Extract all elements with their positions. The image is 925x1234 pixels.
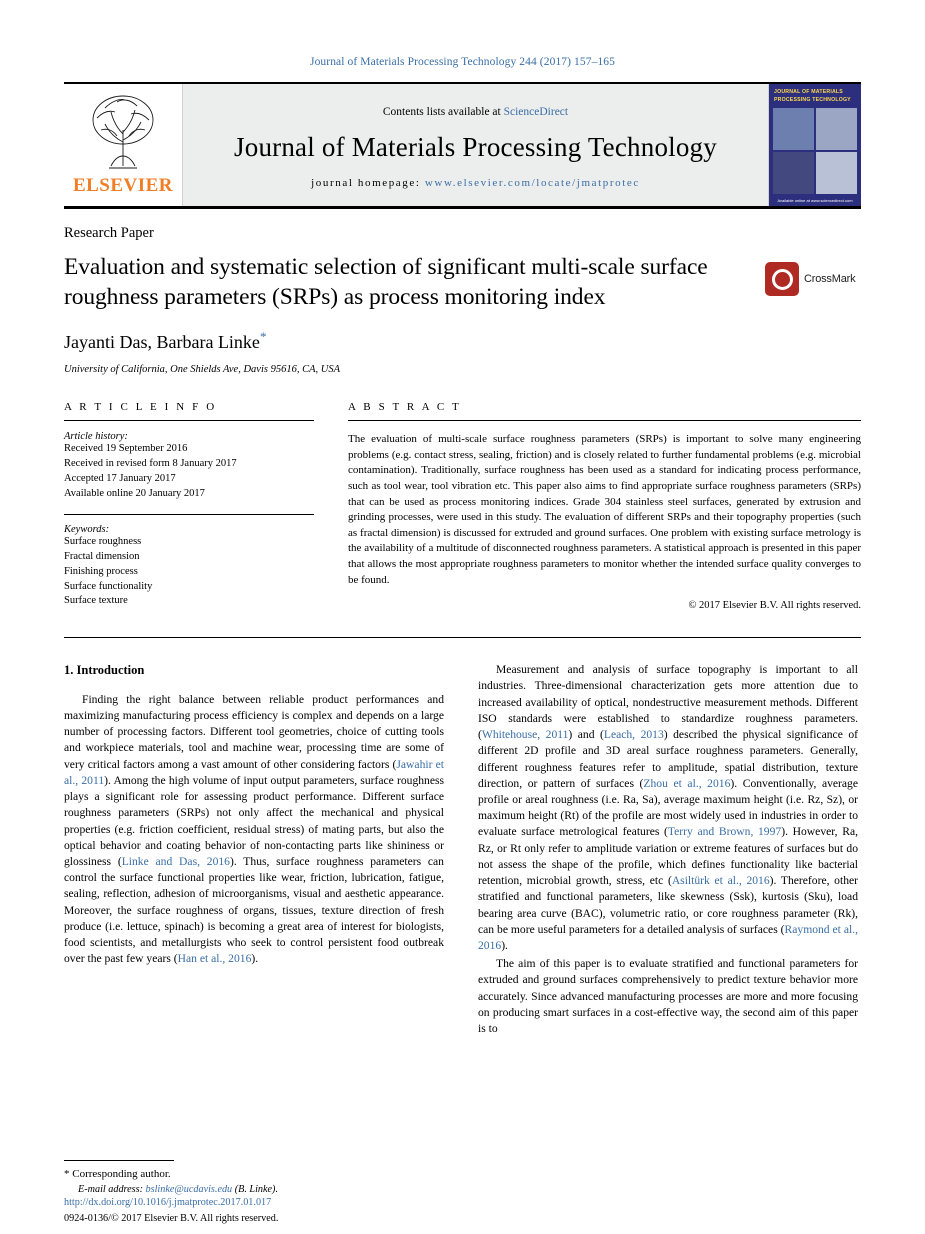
body-column-left <box>64 662 444 1037</box>
email-label: E-mail address: <box>78 1184 143 1196</box>
journal-title: Journal of Materials Processing Technology <box>234 131 717 162</box>
history-item: Available online 20 January 2017 <box>64 487 205 499</box>
history-item: Received in revised form 8 January 2017 <box>64 458 237 470</box>
homepage-line <box>311 177 640 189</box>
journal-reference: Journal of Materials Processing Technology 244 (2017) 157–165 <box>310 56 615 68</box>
text-run: Measurement and analysis of surface topography is important to all industries. Three-dimensional characterization gets more attention due to increased availability of optical, nondestructive measurement methods. Different ISO standards were established to standardize roughness parameters. ( <box>478 663 858 742</box>
history-item: Accepted 17 January 2017 <box>64 472 176 484</box>
copyright-line: © 2017 Elsevier B.V. All rights reserved. <box>688 600 861 612</box>
keyword-item: Surface texture <box>64 595 128 607</box>
journal-masthead <box>64 82 861 209</box>
author-names: Jayanti Das, Barbara Linke <box>64 332 260 353</box>
citation-link[interactable]: Han et al., 2016 <box>177 952 252 966</box>
article-history <box>64 431 314 502</box>
cover-image-cell <box>816 152 857 194</box>
contents-prefix: Contents lists available at <box>382 105 504 118</box>
text-run: ). Therefore, other stratified and functional parameters, like skewness (Ssk), kurtosis (Sku), load bearing area curve (BAC), volumetric ratio, or core roughness parameter (Rk), can be more useful parameters for a detailed analysis of surfaces ( <box>478 874 859 936</box>
article-info-heading: A R T I C L E I N F O <box>64 401 314 421</box>
citation-link[interactable]: Whitehouse, 2011 <box>481 728 569 742</box>
crossmark-icon <box>765 262 799 296</box>
corresponding-marker: * <box>259 329 267 345</box>
keyword-item: Surface functionality <box>64 580 153 592</box>
abstract-column <box>348 401 861 611</box>
article-info-column <box>64 401 314 611</box>
email-suffix: (B. Linke). <box>234 1184 278 1196</box>
masthead-center <box>182 84 769 206</box>
divider <box>64 514 314 515</box>
keywords-group <box>64 524 314 610</box>
crossmark-label: CrossMark <box>804 273 856 285</box>
keyword-item: Fractal dimension <box>64 550 140 562</box>
abstract-heading: A B S T R A C T <box>348 401 861 421</box>
elsevier-tree-icon <box>75 90 171 174</box>
crossmark-badge[interactable] <box>765 258 861 300</box>
citation-link[interactable]: Terry and Brown, 1997 <box>667 825 782 839</box>
page-title: Evaluation and systematic selection of significant multi-scale surface roughness parameters (SRPs) as process monitoring index <box>64 254 708 311</box>
homepage-prefix: journal homepage: <box>311 176 425 189</box>
email-link[interactable]: bslinke@ucdavis.edu <box>145 1184 233 1196</box>
section-heading: 1. Introduction <box>64 663 145 678</box>
cover-image-cell <box>816 108 857 150</box>
contents-line <box>383 106 568 118</box>
affiliation: University of California, One Shields Ave, Davis 95616, CA, USA <box>64 364 340 376</box>
elsevier-wordmark: ELSEVIER <box>72 175 174 196</box>
text-run: ). Among the high volume of input output parameters, surface roughness plays a significant role for assessing product performance. Different surface roughness parameters (SRPs) not only affect the mechanical and physical properties (e.g. friction coefficient, residual stress) of mating parts, but also the optical behavior and coating behavior of non-contacting parts like shininess or glossiness ( <box>64 773 444 868</box>
text-run: ). Conventionally, average profile or areal roughness (i.e. Ra, Sa), average maximum height (i.e. Rz, Sz), or maximum height (Rt) of the profile are most widely used in industries in order to evaluate surface metrological features ( <box>478 776 858 839</box>
keywords-title: Keywords: <box>64 523 110 535</box>
cover-footer: Available online at www.sciencedirect.com <box>777 198 853 203</box>
divider <box>64 637 861 638</box>
text-run: ). <box>251 952 259 966</box>
citation-link[interactable]: Leach, 2013 <box>603 728 664 742</box>
abstract-text: The evaluation of multi-scale surface roughness parameters (SRPs) is important to solve many engineering problems (e.g. contact stress, sealing, friction) and is closely related to further fundamental problems (e.g. microbial contamination). Traditionally, surface roughness has been used as a standard for indicating process performance, such as tool wear, tool vibration etc. This paper also aims to find appropriate surface roughness parameters (SRPs) that can be used as process monitoring indices. Grade 304 stainless steel surfaces, generated by extrusion and grinding processes, were used in this study. The evaluation of different SRPs and their topography properties (such as fractal dimension) is discussed for extruded and ground surfaces. One problem with existing surface metrology is the availability of a multitude of disconnected roughness parameters. A statistical approach is presented in this paper that allows the most appropriate roughness parameters to monitor whether the intended surface quality converges to be found. <box>348 433 861 586</box>
text-run: ) described the physical significance of different 2D profile and 3D areal surface roughness parameters. Generally, different roughness features refer to amplitude, spatial distribution, texture direction, or pattern of surfaces ( <box>478 728 858 790</box>
paragraph: The aim of this paper is to evaluate stratified and functional parameters for extruded and ground surfaces comprehensively to predict texture behavior more accurately. Since advanced manufacturing processes are more and more focusing on producing smart surfaces in a cost-effective way, the second aim of this paper is to <box>478 957 858 1036</box>
citation-link[interactable]: Zhou et al., 2016 <box>643 776 731 790</box>
body-columns <box>64 662 861 1037</box>
article-history-title: Article history: <box>64 431 128 443</box>
sciencedirect-link[interactable]: ScienceDirect <box>503 105 569 118</box>
text-run: ) and ( <box>568 728 604 742</box>
corresponding-author-note: * Corresponding author. <box>64 1168 171 1181</box>
footnote-block <box>64 1160 444 1198</box>
paragraph <box>478 662 858 954</box>
history-item: Received 19 September 2016 <box>64 443 188 455</box>
cover-image-cell <box>773 152 814 194</box>
abstract-area <box>64 401 861 611</box>
journal-cover-thumbnail <box>769 84 861 206</box>
citation-link[interactable]: Jawahir et al., 2011 <box>64 757 444 787</box>
citation-link[interactable]: Linke and Das, 2016 <box>121 854 230 868</box>
text-run: Finding the right balance between reliable product performances and maximizing manufacturing process efficiency is complex and depends on a large number of processing factors. Different tool geometries, choice of cutting tools and workpiece materials, tool and machine wear, processing time are some of very critical factors among a vast amount of other considering factors ( <box>64 692 444 771</box>
keyword-item: Finishing process <box>64 565 138 577</box>
doi-link[interactable]: http://dx.doi.org/10.1016/j.jmatprotec.2017.01.017 <box>64 1197 272 1209</box>
keyword-item: Surface roughness <box>64 535 142 547</box>
text-run: ). <box>501 938 508 952</box>
divider <box>64 1160 174 1161</box>
body-column-right <box>478 662 858 1037</box>
author-list <box>64 329 861 353</box>
text-run: ). However, Ra, Rz, or Rt only refer to amplitude variation or extreme features of surfaces but do not assess the shape of the profile, which defines functionality like bacterial retention, microbial growth, stress, etc ( <box>478 825 858 888</box>
cover-title: JOURNAL OF MATERIALS PROCESSING TECHNOLOGY <box>774 89 851 103</box>
cover-image-cell <box>773 108 814 150</box>
elsevier-logo <box>64 84 182 206</box>
citation-link[interactable]: Asiltürk et al., 2016 <box>671 874 770 888</box>
text-run: ). Thus, surface roughness parameters can control the surface functional properties like wear, friction, lubrication, fatigue, sealing, reflection, adhesion of microorganisms, visual and aesthetic appearance. Moreover, the surface roughness of organs, tissues, texture direction of fresh produce (i.e. lettuce, spinach) is becoming a great area of interest for biologists, food scientists, and metallurgists who seek to control persistent food outbreak over the past few years ( <box>64 854 444 966</box>
issn-copyright: 0924-0136/© 2017 Elsevier B.V. All rights reserved. <box>64 1212 279 1224</box>
doi-block <box>64 1195 278 1226</box>
article-type: Research Paper <box>64 225 154 241</box>
homepage-url-link[interactable]: www.elsevier.com/locate/jmatprotec <box>424 176 640 189</box>
citation-link[interactable]: Raymond et al., 2016 <box>478 922 858 952</box>
paragraph <box>64 692 444 968</box>
title-block <box>64 252 861 375</box>
cover-images <box>769 106 861 196</box>
